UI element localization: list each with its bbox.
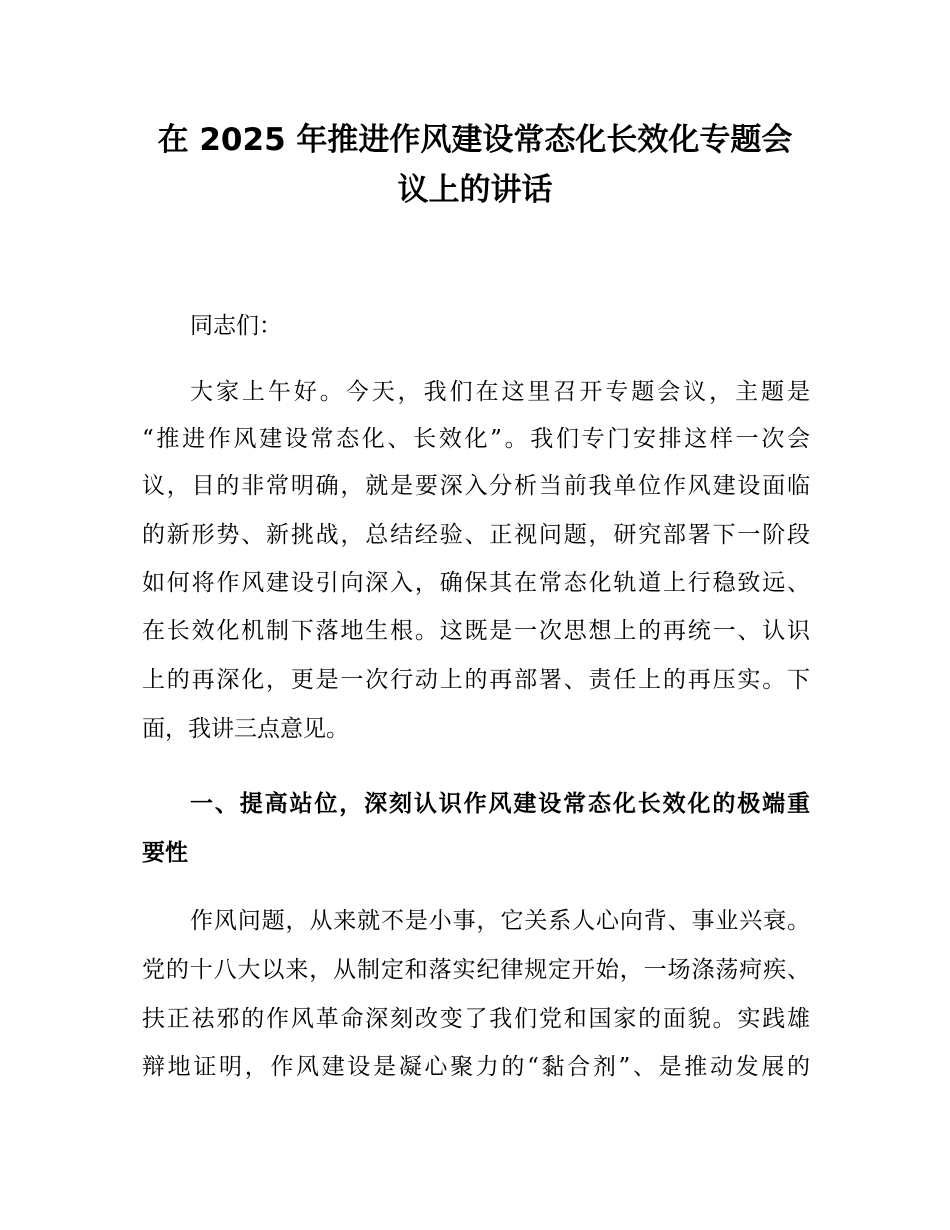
document-title-line-1: 在 2025 年推进作风建设常态化长效化专题会 xyxy=(157,122,793,158)
section-heading-line: 要性 xyxy=(142,840,188,866)
paragraph-line: 面，我讲三点意见。 xyxy=(142,716,349,742)
paragraph-line: 辩地证明，作风建设是凝心聚力的“黏合剂”、是推动发展的 xyxy=(142,1054,810,1080)
paragraph-line: “推进作风建设常态化、长效化”。我们专门安排这样一次会 xyxy=(142,426,810,452)
document-title-line-2: 议上的讲话 xyxy=(397,172,553,208)
paragraph-line: 的新形势、新挑战，总结经验、正视问题，研究部署下一阶段 xyxy=(142,522,810,548)
paragraph-line: 党的十八大以来，从制定和落实纪律规定开始，一场涤荡疴疾、 xyxy=(142,957,810,983)
paragraph-line: 上的再深化，更是一次行动上的再部署、责任上的再压实。下 xyxy=(142,667,810,693)
paragraph-line: 在长效化机制下落地生根。这既是一次思想上的再统一、认识 xyxy=(142,618,810,644)
paragraph-line: 作风问题，从来就不是小事，它关系人心向背、事业兴衰。 xyxy=(190,908,810,934)
paragraph-line: 扶正祛邪的作风革命深刻改变了我们党和国家的面貌。实践雄 xyxy=(142,1006,810,1032)
section-heading-line: 一、提高站位，深刻认识作风建设常态化长效化的极端重 xyxy=(190,791,810,817)
paragraph-line: 如何将作风建设引向深入，确保其在常态化轨道上行稳致远、 xyxy=(142,570,810,596)
salutation: 同志们： xyxy=(190,313,282,339)
paragraph-line: 议，目的非常明确，就是要深入分析当前我单位作风建设面临 xyxy=(142,473,810,499)
paragraph-line: 大家上午好。今天，我们在这里召开专题会议，主题是 xyxy=(190,379,810,405)
